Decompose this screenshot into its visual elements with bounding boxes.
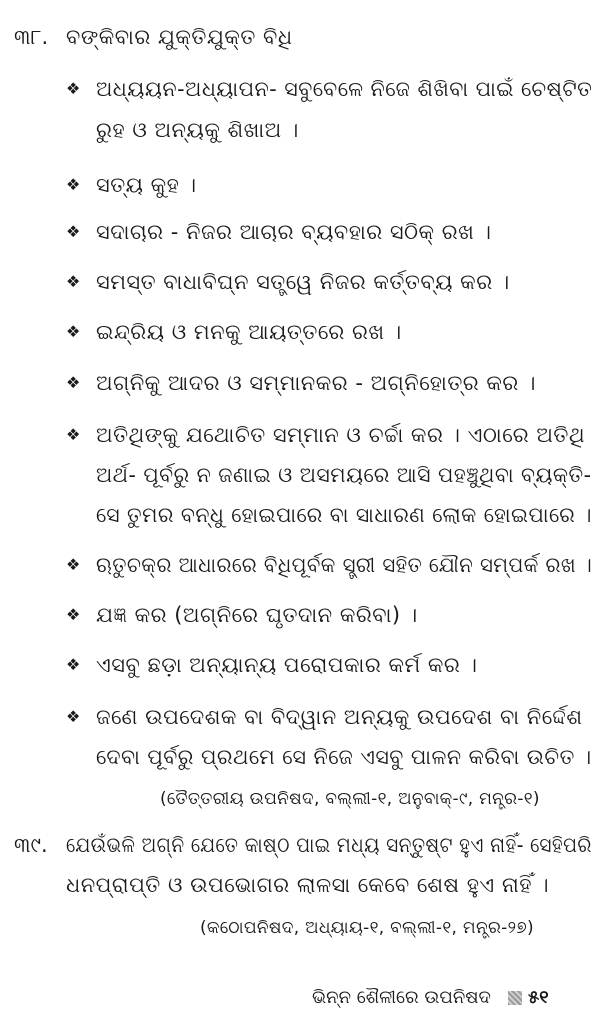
item-line: ଇନ୍ଦ୍ରିୟ ଓ ମନକୁ ଆୟତ୍ତରେ ରଖ । <box>96 320 402 344</box>
diamond-dots-icon: ❖ <box>66 605 81 624</box>
item-line: ସତ୍ୟ କୁହ । <box>96 173 197 197</box>
item-line: ସଦାଚାର - ନିଜର ଆଚାର ବ୍ୟବହାର ସଠିକ୍ ରଖ । <box>96 220 492 244</box>
section-number: ୩୮. <box>14 25 49 49</box>
diamond-dots-icon: ❖ <box>66 272 81 291</box>
section-line: ଯେଉଁଭଳି ଅଗ୍ନି ଯେତେ କାଷ୍ଠ ପାଇ ମଧ୍ୟ ସନ୍ତୁଷ୍ଟ ହୁଏ ନାହିଁ- ସେହିପରି <box>66 833 592 857</box>
item-line: ଯଜ୍ଞ କର (ଅଗ୍ନିରେ ଘୃତଦାନ କରିବା) । <box>96 603 418 627</box>
citation: (କଠୋପନିଷଦ, ଅଧ୍ୟାୟ-୧, ବଲ୍ଲୀ-୧, ମନ୍ତ୍ର-୨୭) <box>200 918 534 938</box>
diamond-dots-icon: ❖ <box>66 555 81 574</box>
diamond-dots-icon: ❖ <box>66 425 81 444</box>
item-line: ଅଗ୍ନିକୁ ଆଦର ଓ ସମ୍ମାନକର - ଅଗ୍ନିହୋତ୍ର କର । <box>96 371 536 395</box>
section-number: ୩୯. <box>14 833 48 857</box>
item-line: ଦେବା ପୂର୍ବରୁ ପ୍ରଥମେ ସେ ନିଜେ ଏସବୁ ପାଳନ କରିବା ଉଚିତ । <box>96 745 592 769</box>
item-line: ସମସ୍ତ ବାଧାବିଘ୍ନ ସତ୍ତ୍ୱେ ନିଜର କର୍ତ୍ତବ୍ୟ କର । <box>96 270 510 294</box>
footer-title: ଭିନ୍ନ ଶୈଳୀରେ ଉପନିଷଦ <box>312 987 491 1008</box>
section-line: ଧନପ୍ରାପ୍ତି ଓ ଉପଭୋଗର ଲାଳସା କେବେ ଶେଷ ହୁଏ ନାହିଁ । <box>66 873 550 897</box>
page-number: ୫୧ <box>528 987 549 1008</box>
item-line: ଏସବୁ ଛଡ଼ା ଅନ୍ୟାନ୍ୟ ପରୋପକାର କର୍ମ କର । <box>96 653 478 677</box>
diamond-dots-icon: ❖ <box>66 222 81 241</box>
page-marker-icon <box>508 991 522 1005</box>
item-line: ଅଧ୍ୟୟନ-ଅଧ୍ୟାପନ- ସବୁବେଳେ ନିଜେ ଶିଖିବା ପାଇଁ ଚେଷ୍ଟିତ <box>96 77 593 101</box>
item-line: ଋତୁଚକ୍ର ଆଧାରରେ ବିଧିପୂର୍ବକ ସ୍ତ୍ରୀ ସହିତ ଯୌନ ସମ୍ପର୍କ ରଖ । <box>96 553 593 577</box>
item-line: ଅତିଥିଙ୍କୁ ଯଥୋଚିତ ସମ୍ମାନ ଓ ଚର୍ଚ୍ଚା କର । ଏଠାରେ ଅତିଥି <box>96 423 586 447</box>
diamond-dots-icon: ❖ <box>66 79 81 98</box>
diamond-dots-icon: ❖ <box>66 707 81 726</box>
diamond-dots-icon: ❖ <box>66 322 81 341</box>
diamond-dots-icon: ❖ <box>66 175 81 194</box>
diamond-dots-icon: ❖ <box>66 655 81 674</box>
item-line: ସେ ତୁମର ବନ୍ଧୁ ହୋଇପାରେ ବା ସାଧାରଣ ଲୋକ ହୋଇପାରେ । <box>96 503 592 527</box>
section-title: ବଙ୍କିବାର ଯୁକ୍ତିଯୁକ୍ତ ବିଧି <box>66 25 293 49</box>
item-line: ଜଣେ ଉପଦେଶକ ବା ବିଦ୍ୱାନ ଅନ୍ୟକୁ ଉପଦେଶ ବା ନିର୍ଦ୍ଦେଶ <box>96 705 583 729</box>
item-line: ରୁହ ଓ ଅନ୍ୟକୁ ଶିଖାଅ । <box>96 118 299 142</box>
item-line: ଅର୍ଥ- ପୂର୍ବରୁ ନ ଜଣାଇ ଓ ଅସମୟରେ ଆସି ପହଞ୍ଚୁଥିବା ବ୍ୟକ୍ତି- <box>96 463 592 487</box>
diamond-dots-icon: ❖ <box>66 373 81 392</box>
citation: (ତୈତ୍ତରୀୟ ଉପନିଷଦ, ବଲ୍ଲୀ-୧, ଅନୁବାକ୍-୯, ମନ୍ତ୍ର-୧) <box>160 789 540 809</box>
